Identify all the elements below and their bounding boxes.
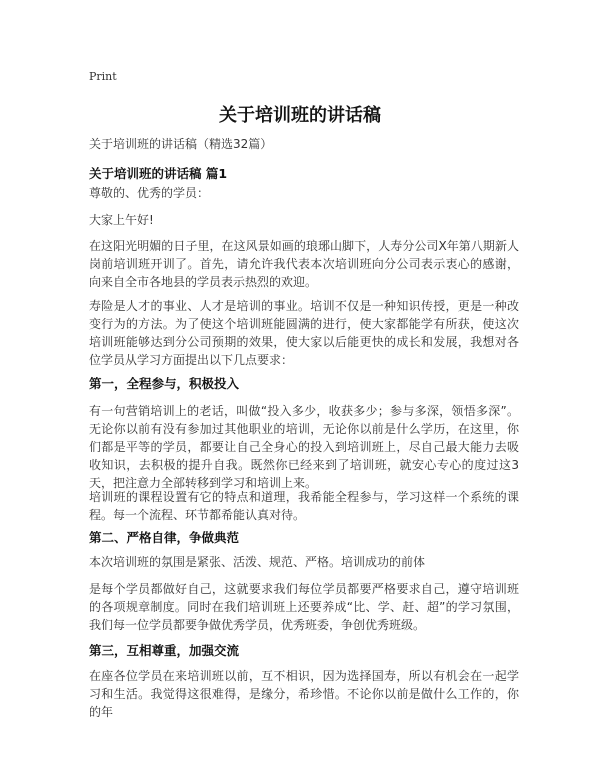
paragraph: 在这阳光明媚的日子里，在这风景如画的琅琊山脚下，人寿分公司X年第八期新人岗前培训班开训了。首先，请允许我代表本次培训班向分公司表示衷心的感谢，向来自全市各地县的学员表示热烈的欢迎。 xyxy=(89,239,519,289)
greeting-text: 尊敬的、优秀的学员： xyxy=(89,186,210,200)
section-heading: 第二、严格自律，争做典范 xyxy=(89,530,240,545)
paragraph: 培训班的课程设置有它的特点和道理，我希能全程参与，学习这样一个系统的课程。每一个流程、环节都希能认真对待。 xyxy=(89,490,519,522)
paragraph: 在座各位学员在来培训班以前，互不相识，因为选择国寿，所以有机会在一起学习和生活。我觉得这很难得，是缘分，希珍惜。不论你以前是做什么工作的，你的年 xyxy=(89,669,519,719)
paragraph: 有一句营销培训上的老话，叫做“投入多少，收获多少；参与多深，领悟多深”。无论你以前有没有参加过其他职业的培训，无论你以前是什么学历，在这里，你们都是平等的学员，都要让自己全身心的投入到培训班上，尽自己最大能力去吸收知识，去积极的提升自我。既然你已经来到了培训班，就安心专心的度过这3天，把注意力全部转移到学习和培训上来。 xyxy=(89,404,519,490)
paragraph: 本次培训班的氛围是紧张、活泼、规范、严格。培训成功的前体 xyxy=(89,555,426,569)
document-subtitle: 关于培训班的讲话稿（精选32篇） xyxy=(89,137,273,151)
section-heading: 第三，互相尊重，加强交流 xyxy=(89,643,240,658)
opening-text: 大家上午好! xyxy=(89,213,154,227)
section-heading: 第一，全程参与，积极投入 xyxy=(89,376,240,391)
section-title: 关于培训班的讲话稿 篇1 xyxy=(89,166,228,181)
paragraph: 是每个学员都做好自己，这就要求我们每位学员都要严格要求自己，遵守培训班的各项规章制度。同时在我们培训班上还要养成“比、学、赶、超”的学习氛围，我们每一位学员都要争做优秀学员，优秀班委，争创优秀班级。 xyxy=(89,582,519,632)
page-title: 关于培训班的讲话稿 xyxy=(219,105,381,126)
print-link[interactable]: Print xyxy=(89,70,117,83)
paragraph: 寿险是人才的事业、人才是培训的事业。培训不仅是一种知识传授，更是一种改变行为的方法。为了使这个培训班能圆满的进行，使大家都能学有所获，使这次培训班能够达到分公司预期的效果，使大家以后能更快的成长和发展，我想对各位学员从学习方面提出以下几点要求： xyxy=(89,299,519,367)
